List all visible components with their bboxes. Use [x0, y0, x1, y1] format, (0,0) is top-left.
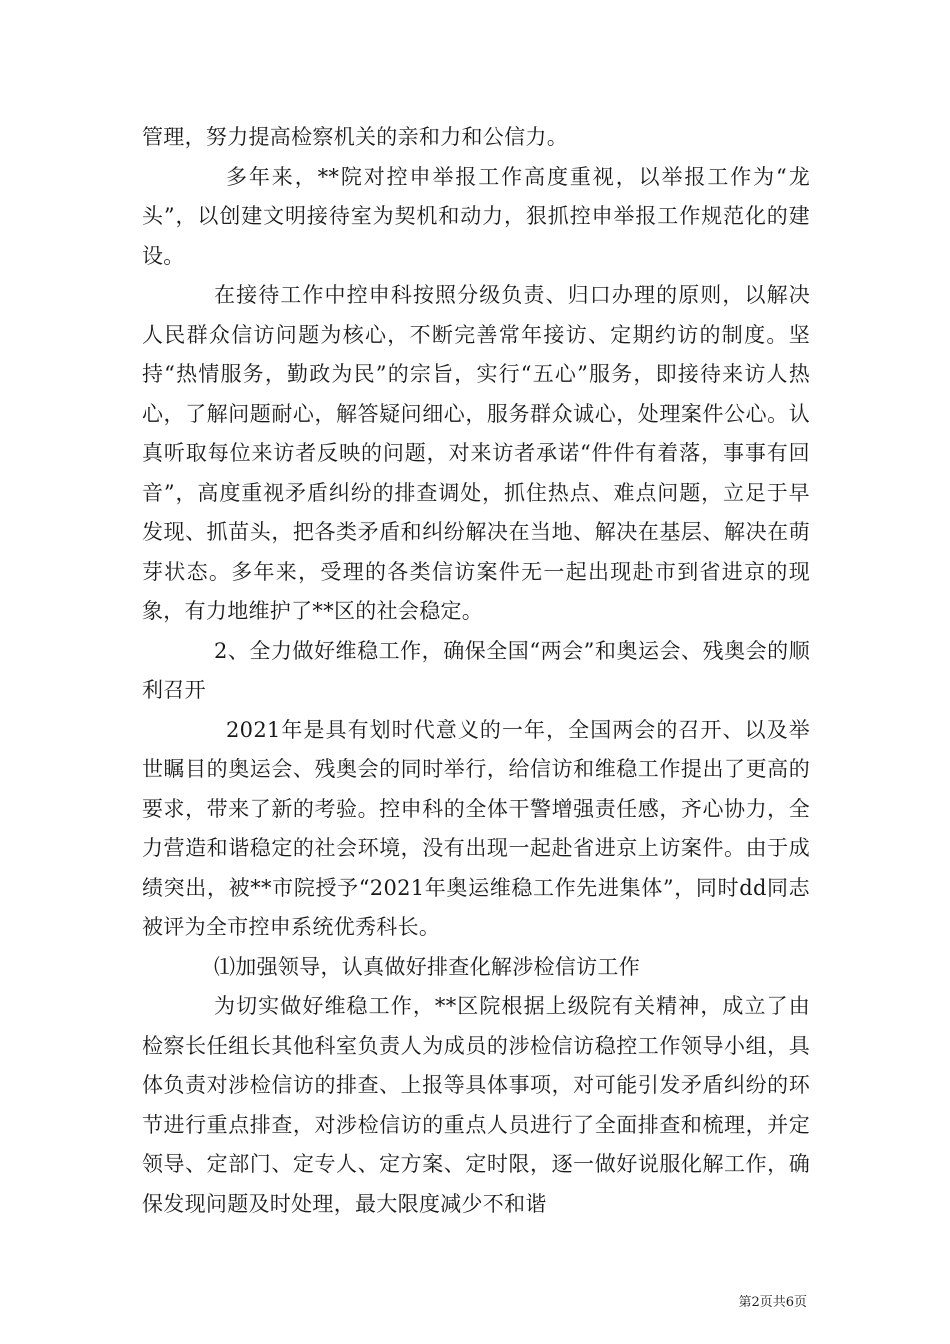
paragraph-stability-measures: 为切实做好维稳工作，**区院根据上级院有关精神，成立了由检察长任组长其他科室负责人为成员的涉检信访稳控工作领导小组，具体负责对涉检信访的排查、上报等具体事项，对可能引发矛盾纠纷的环节进行重点排查，对涉检信访的重点人员进行了全面排查和梳理，并定领导、定部门、定专人、定方案、定时限，逐一做好说服化解工作，确保发现问题及时处理，最大限度减少不和谐 [142, 994, 810, 1216]
paragraph-continuation: 管理，努力提高检察机关的亲和力和公信力。 [142, 125, 568, 149]
paragraph-report-work: 多年来，**院对控申举报工作高度重视，以举报工作为“龙头”，以创建文明接待室为契机和动力，狠抓控申举报工作规范化的建设。 [142, 164, 810, 268]
subsection-heading-leadership: ⑴加强领导，认真做好排查化解涉检信访工作 [214, 954, 640, 979]
paragraph-reception-work: 在接待工作中控申科按照分级负责、归口办理的原则，以解决人民群众信访问题为核心，不断完善常年接访、定期约访的制度。坚持“热情服务，勤政为民”的宗旨，实行“五心”服务，即接待来访人热心，了解问题耐心，解答疑问细心，服务群众诚心，处理案件公心。认真听取每位来访者反映的问题，对来访者承诺“件件有着落，事事有回音”，高度重视矛盾纠纷的排查调处，抓住热点、难点问题，立足于早发现、抓苗头，把各类矛盾和纠纷解决在当地、解决在基层、解决在萌芽状态。多年来，受理的各类信访案件无一起出现赴市到省进京的现象，有力地维护了**区的社会稳定。 [142, 283, 810, 623]
section-heading-stability: 2、全力做好维稳工作，确保全国“两会”和奥运会、残奥会的顺利召开 [142, 638, 810, 702]
page-number-footer: 第2页共6页 [738, 1295, 807, 1310]
document-body [142, 118, 810, 1224]
paragraph-2021-year: 2021年是具有划时代意义的一年，全国两会的召开、以及举世瞩目的奥运会、残奥会的同时举行，给信访和维稳工作提出了更高的要求，带来了新的考验。控申科的全体干警增强责任感，齐心协力，全力营造和谐稳定的社会环境，没有出现一起赴省进京上访案件。由于成绩突出，被**市院授予“2021年奥运维稳工作先进集体”，同时dd同志被评为全市控申系统优秀科长。 [142, 717, 810, 939]
